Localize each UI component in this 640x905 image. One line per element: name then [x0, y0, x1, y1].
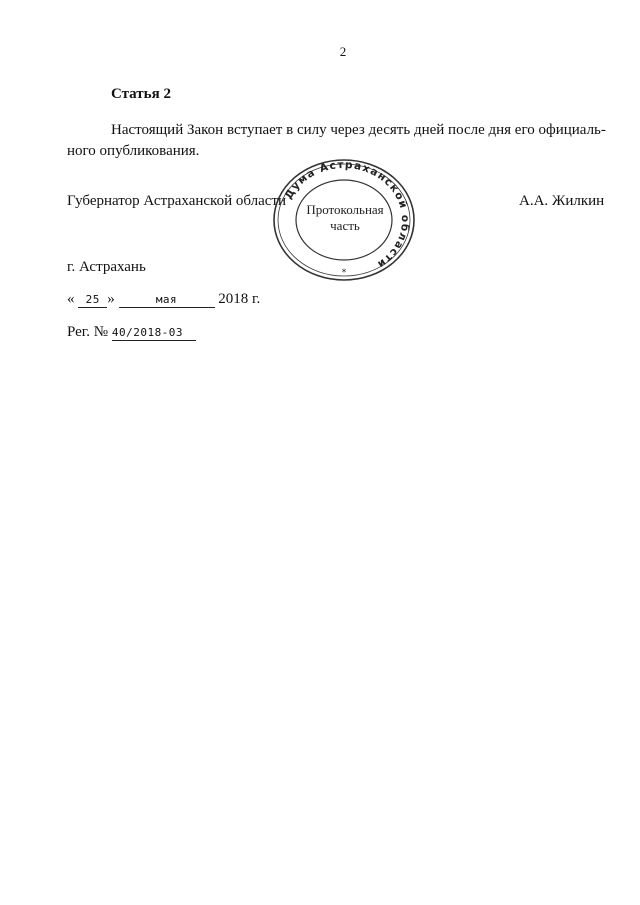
- city-name: г. Астрахань: [67, 259, 146, 275]
- article-paragraph-line2: ного опубликования.: [67, 143, 200, 159]
- registration-line: [67, 324, 196, 341]
- date-open-quote: «: [67, 291, 75, 307]
- official-seal: [270, 158, 418, 282]
- seal-ring-text: Дума Астраханской области: [282, 158, 412, 271]
- page-number: 2: [339, 44, 347, 59]
- date-year: 2018 г.: [218, 291, 261, 307]
- article-paragraph: [67, 120, 618, 162]
- seal-star: *: [341, 268, 347, 278]
- seal-center-line2: часть: [330, 218, 360, 233]
- seal-center-line1: Протокольная: [306, 202, 384, 217]
- signing-date: [67, 291, 260, 308]
- governor-title: Губернатор Астраханской области: [67, 193, 287, 209]
- article-paragraph-line1: Настоящий Закон вступает в силу через десять дней после дня его официаль-: [111, 122, 606, 138]
- date-month-field: мая: [119, 293, 215, 308]
- date-day-field: 25: [78, 293, 107, 308]
- article-heading: Статья 2: [111, 86, 171, 102]
- date-close-quote: »: [107, 291, 115, 307]
- registration-number: 40/2018-03: [112, 326, 196, 341]
- governor-name: А.А. Жилкин: [519, 193, 605, 209]
- registration-label: Рег. №: [67, 324, 109, 340]
- seal-center-text: [290, 202, 400, 234]
